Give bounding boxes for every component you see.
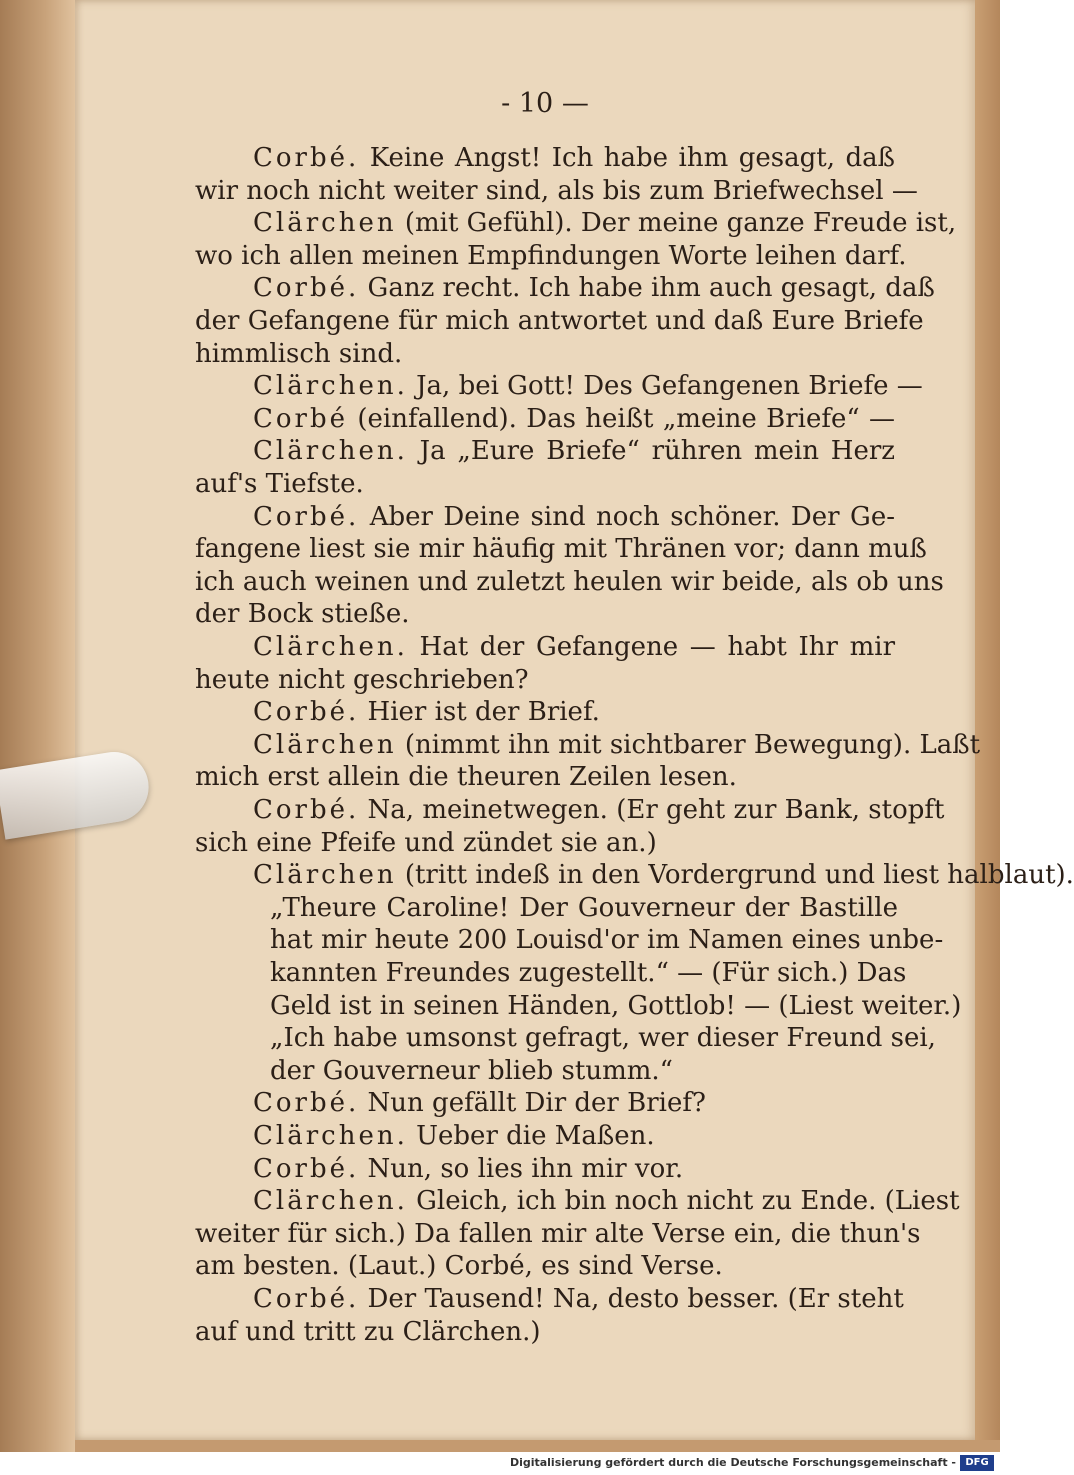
line-text: wir noch nicht weiter sind, als bis zum Briefwechsel — <box>195 176 918 206</box>
line-text: Ganz recht. Ich habe ihm auch gesagt, daß <box>367 273 935 303</box>
text-line <box>270 924 944 956</box>
speaker-name: Corbé. <box>253 502 360 532</box>
text-line <box>195 794 945 826</box>
line-text: Hat der Gefangene — habt Ihr mir <box>419 632 895 662</box>
line-text: (tritt indeß in den Vordergrund und liest halblaut). <box>404 860 1074 890</box>
speaker-name: Clärchen. <box>253 1186 408 1216</box>
line-text: himmlisch sind. <box>195 339 403 369</box>
speaker-name: Clärchen. <box>253 632 408 662</box>
text-line <box>195 501 895 533</box>
text-line <box>270 990 962 1022</box>
speaker-name: Corbé. <box>253 697 360 727</box>
speaker-name: Clärchen. <box>253 436 408 466</box>
line-text: kannten Freundes zugestellt.“ — (Für sich.) Das <box>270 958 907 988</box>
line-text: auf's Tiefste. <box>195 469 364 499</box>
text-line <box>195 1283 904 1315</box>
line-text: Ueber die Maßen. <box>416 1121 655 1151</box>
text-line <box>195 175 918 207</box>
text-line <box>195 305 924 337</box>
text-line <box>195 240 907 272</box>
line-text: Nun, so lies ihn mir vor. <box>367 1154 684 1184</box>
speaker-name: Corbé. <box>253 1284 360 1314</box>
line-text: heute nicht geschrieben? <box>195 665 529 695</box>
line-text: „Ich habe umsonst gefragt, wer dieser Freund sei, <box>270 1023 936 1053</box>
text-line <box>195 598 895 630</box>
line-text: Ja, bei Gott! Des Gefangenen Briefe — <box>416 371 923 401</box>
speaker-name: Clärchen. <box>253 1121 408 1151</box>
text-line <box>195 566 944 598</box>
text-line <box>195 1250 895 1282</box>
line-text: Gleich, ich bin noch nicht zu Ende. (Liest <box>416 1186 960 1216</box>
line-text: fangene liest sie mir häufig mit Thränen vor; dann muß <box>195 534 927 564</box>
line-text: (nimmt ihn mit sichtbarer Bewegung). Laßt <box>404 730 981 760</box>
speaker-name: Corbé. <box>253 273 360 303</box>
line-text: ich auch weinen und zuletzt heulen wir beide, als ob uns <box>195 567 944 597</box>
speaker-name: Corbé. <box>253 1088 360 1118</box>
text-line <box>195 631 895 663</box>
line-text: weiter für sich.) Da fallen mir alte Verse ein, die thun's <box>195 1219 921 1249</box>
line-text: der Gouverneur blieb stumm.“ <box>270 1056 673 1086</box>
line-text: Der Tausend! Na, desto besser. (Er steht <box>367 1284 904 1314</box>
line-text: Na, meinetwegen. (Er geht zur Bank, stopft <box>367 795 945 825</box>
text-line <box>195 827 895 859</box>
speaker-name: Corbé. <box>253 1154 360 1184</box>
speaker-name: Corbé. <box>253 143 360 173</box>
speaker-name: Corbé. <box>253 795 360 825</box>
line-text: wo ich allen meinen Empfindungen Worte leihen darf. <box>195 241 907 271</box>
text-line <box>270 1022 936 1054</box>
text-line <box>270 1055 898 1087</box>
dfg-logo: DFG <box>960 1455 994 1471</box>
text-line <box>195 370 923 402</box>
speaker-name: Clärchen <box>253 860 397 890</box>
line-text: Aber Deine sind noch schöner. Der Ge- <box>369 502 895 532</box>
line-text: Hier ist der Brief. <box>367 697 600 727</box>
text-line <box>195 207 957 239</box>
text-line <box>195 435 895 467</box>
text-line <box>195 1316 895 1348</box>
text-line <box>270 957 907 989</box>
line-text: mich erst allein die theuren Zeilen lesen. <box>195 762 737 792</box>
line-text: (einfallend). Das heißt „meine Briefe“ — <box>357 404 895 434</box>
page-number: - 10 — <box>501 88 589 119</box>
speaker-name: Clärchen. <box>253 371 408 401</box>
text-line <box>195 696 895 728</box>
text-line <box>195 729 981 761</box>
line-text: „Theure Caroline! Der Gouverneur der Bastille <box>270 893 898 923</box>
speaker-name: Clärchen <box>253 730 397 760</box>
line-text: Keine Angst! Ich habe ihm gesagt, daß <box>369 143 895 173</box>
footer-credit: Digitalisierung gefördert durch die Deutsche Forschungsgemeinschaft - <box>509 1456 956 1469</box>
line-text: am besten. (Laut.) Corbé, es sind Verse. <box>195 1251 723 1281</box>
text-line <box>195 1153 895 1185</box>
line-text: auf und tritt zu Clärchen.) <box>195 1317 541 1347</box>
line-text: Nun gefällt Dir der Brief? <box>367 1088 706 1118</box>
text-line <box>270 892 898 924</box>
line-text: (mit Gefühl). Der meine ganze Freude ist, <box>404 208 957 238</box>
text-line <box>195 1120 895 1152</box>
line-text: hat mir heute 200 Louisd'or im Namen eines unbe- <box>270 925 944 955</box>
text-line <box>195 1185 960 1217</box>
line-text: Geld ist in seinen Händen, Gottlob! — (Liest weiter.) <box>270 991 962 1021</box>
text-line <box>195 468 895 500</box>
text-line <box>195 1218 921 1250</box>
text-line <box>195 859 1074 891</box>
line-text: sich eine Pfeife und zündet sie an.) <box>195 828 657 858</box>
text-line <box>195 664 895 696</box>
text-line <box>195 338 895 370</box>
speaker-name: Clärchen <box>253 208 397 238</box>
line-text: der Gefangene für mich antwortet und daß Eure Briefe <box>195 306 924 336</box>
text-line <box>195 761 895 793</box>
line-text: Ja „Eure Briefe“ rühren mein Herz <box>419 436 895 466</box>
speaker-name: Corbé <box>253 404 349 434</box>
text-line <box>195 403 895 435</box>
footer <box>0 1452 1000 1475</box>
text-line <box>195 272 935 304</box>
text-line <box>195 142 895 174</box>
text-line <box>195 1087 895 1119</box>
text-line <box>195 533 927 565</box>
line-text: der Bock stieße. <box>195 599 410 629</box>
